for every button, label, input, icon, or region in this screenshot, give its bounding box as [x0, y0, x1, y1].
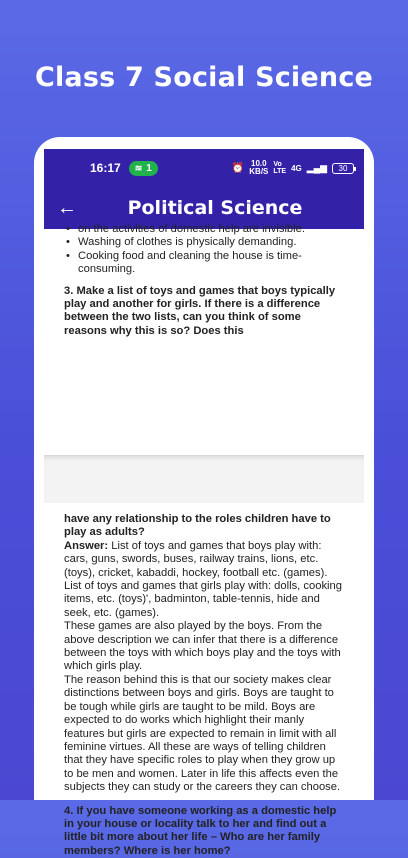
back-arrow-icon[interactable]: ←	[57, 196, 77, 219]
phone-frame	[34, 137, 374, 857]
page-divider	[44, 455, 364, 503]
question-3-end: have any relationship to the roles children have to play as adults?	[64, 513, 331, 539]
question-4: 4. If you have someone working as a domestic help in your house or locality talk to her and find out a little bit more about her life – Who are her family members? Where is her home?	[64, 804, 337, 857]
pill-count: 1	[146, 162, 152, 174]
bullet-list	[64, 223, 346, 277]
boys-also-paragraph: These games are also played by the boys. From the above description we can infer that there is a difference between the toys with which boys play and the toys with which girls play.	[64, 620, 341, 673]
wifi-icon: ≋	[134, 162, 143, 173]
list-item: • Cooking food and cleaning the house is time-consuming.	[64, 250, 346, 277]
answer-label: Answer:	[64, 539, 109, 552]
status-time: 16:17	[90, 161, 121, 175]
girls-list-paragraph: List of toys and games that girls play with: dolls, cooking items, etc. (toys)', badminton, table-tennis, hide and seek, etc. (games).	[64, 580, 342, 619]
status-bar	[44, 149, 364, 187]
list-item: • on the activities of domestic help are invisible.	[64, 223, 346, 236]
signal-icon: ▂▄▆	[306, 162, 327, 173]
list-item: • Washing of clothes is physically demanding.	[64, 236, 346, 249]
app-screen	[44, 149, 364, 857]
question-3-start: 3. Make a list of toys and games that boys typically play and another for girls. If there is a difference between the two lists, can you think of some reasons why this is so? Does this	[64, 284, 336, 337]
call-pill	[129, 161, 158, 176]
speed-value: 10.0	[251, 159, 267, 168]
answer-text: List of toys and games that boys play with: cars, guns, swords, buses, railway trains, lions, etc. (toys), cricket, kabaddi, hockey, football etc. (games).	[64, 539, 328, 579]
app-title: Political Science	[127, 197, 303, 219]
answer-paragraph	[64, 540, 346, 580]
divider-line	[44, 455, 364, 456]
status-icons	[232, 160, 354, 176]
network-speed	[249, 160, 268, 176]
battery-icon	[332, 163, 354, 174]
battery-level: 30	[338, 163, 348, 173]
network-type: 4G	[291, 163, 302, 173]
alarm-icon: ⏰	[231, 162, 245, 174]
volte-icon: Vo LTE	[273, 161, 287, 175]
promo-title: Class 7 Social Science	[34, 62, 374, 93]
reason-paragraph: The reason behind this is that our society makes clear distinctions between boys and girls. Boys are taught to be tough while girls are taught to be mild. Boys are expected to do works which highlight their manly features but girls are expected to remain in limit with all feminine virtues. All these are ways of telling children that they have specific roles to play when they grow up to be men and women. Later in life this affects even the subjects they can study or the careers they can choose.	[64, 673, 341, 794]
page-1-content	[44, 223, 364, 455]
speed-unit: KB/S	[249, 167, 269, 176]
page-2-content	[44, 503, 364, 858]
